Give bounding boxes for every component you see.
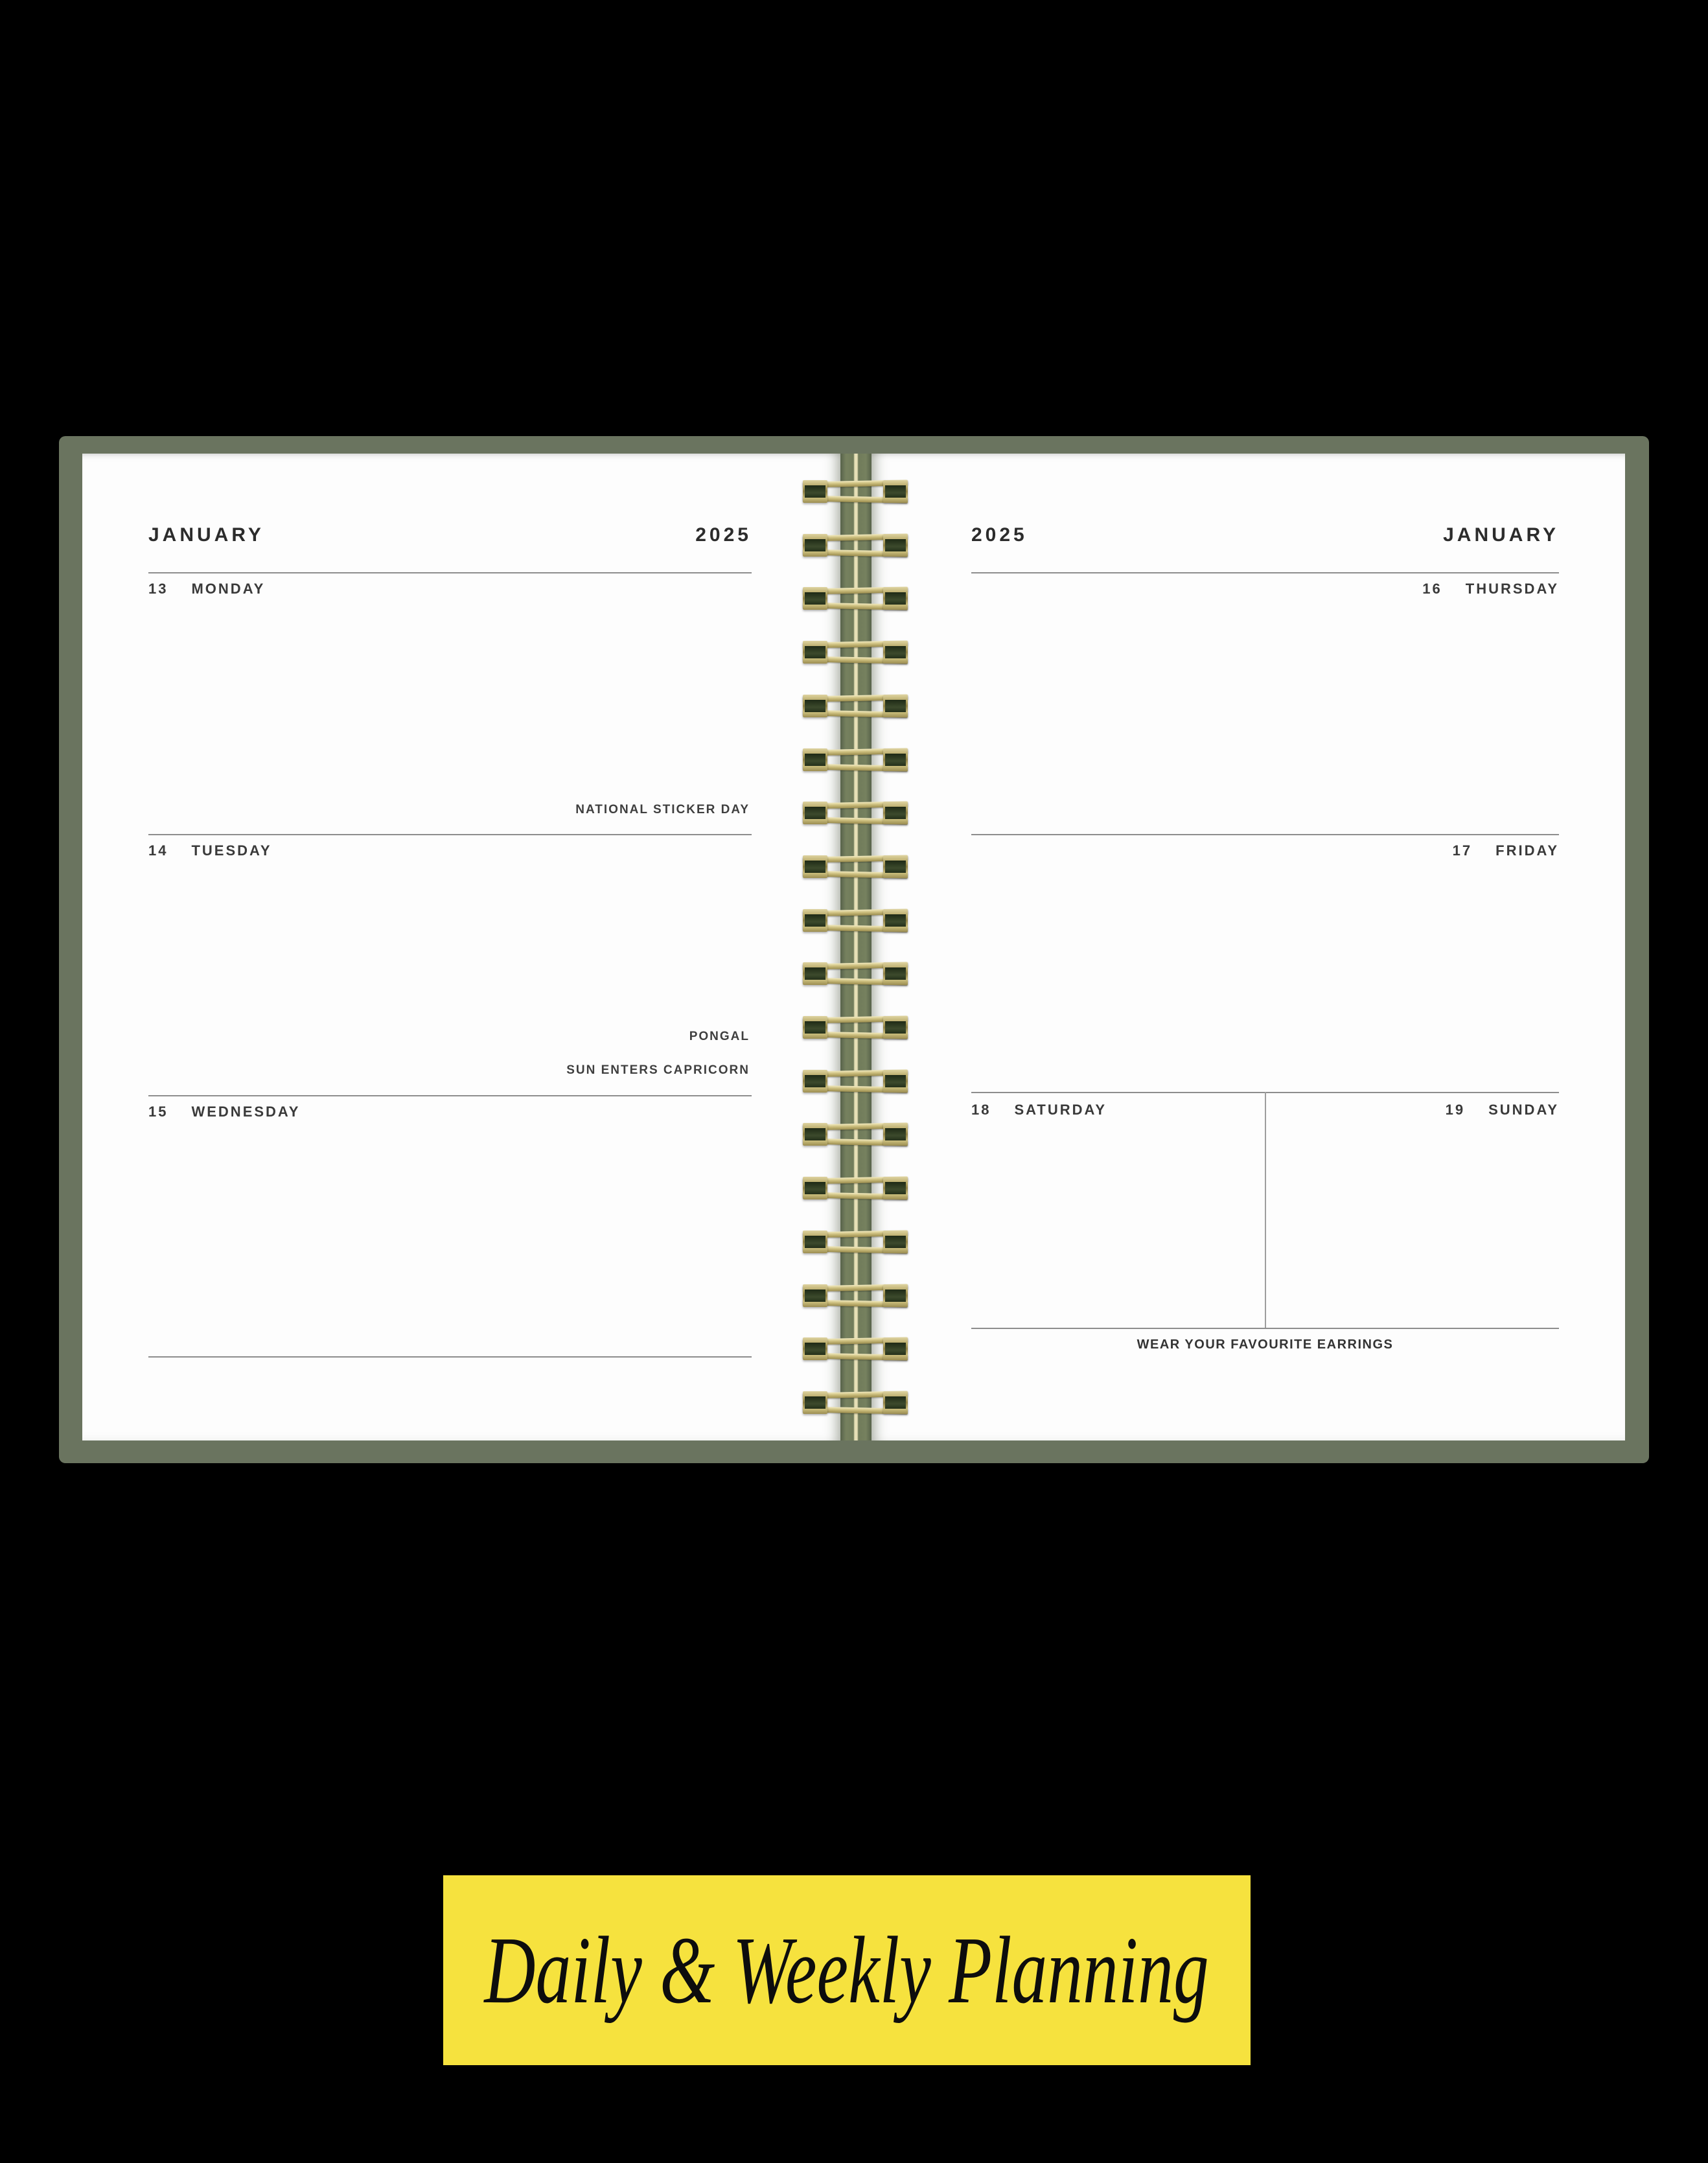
right-page-header (971, 524, 1559, 547)
day-name: TUESDAY (191, 842, 272, 859)
spiral-ring (803, 1017, 908, 1038)
day-label-monday (148, 581, 265, 597)
spiral-ring (803, 588, 908, 609)
spiral-ring (803, 1070, 908, 1092)
month-title: JANUARY (1443, 524, 1559, 546)
banner-label: Daily & Weekly Planning (484, 1917, 1210, 2024)
day-number: 13 (148, 581, 168, 597)
month-title: JANUARY (148, 524, 264, 546)
divider-line (971, 1328, 1559, 1329)
day-label-tuesday (148, 842, 272, 859)
spiral-ring (803, 802, 908, 824)
spiral-ring (803, 1392, 908, 1413)
spiral-ring (803, 1285, 908, 1306)
promo-banner (443, 1875, 1251, 2065)
day-number: 16 (1422, 581, 1442, 597)
weekend-divider-line (1265, 1092, 1266, 1328)
divider-line (148, 1356, 752, 1358)
planner-right-page (871, 454, 1625, 1440)
day-label-sunday (1446, 1102, 1559, 1118)
year-title: 2025 (971, 524, 1028, 546)
day-number: 14 (148, 842, 168, 859)
spiral-ring (803, 1177, 908, 1199)
spiral-ring (803, 481, 908, 502)
day-label-friday (1453, 842, 1559, 859)
day-label-thursday (1422, 581, 1559, 597)
spiral-ring (803, 695, 908, 717)
day-name: THURSDAY (1465, 581, 1559, 597)
divider-line (148, 1095, 752, 1096)
day-label-saturday (971, 1102, 1107, 1118)
spiral-ring (803, 1231, 908, 1253)
spiral-ring (803, 1124, 908, 1145)
divider-line (971, 572, 1559, 573)
day-number: 19 (1445, 1102, 1466, 1118)
day-label-wednesday (148, 1104, 300, 1120)
spiral-binding (803, 481, 908, 1413)
holiday-note-line: PONGAL (689, 1030, 750, 1043)
holiday-note (575, 802, 750, 818)
spiral-ring (803, 856, 908, 877)
day-number: 18 (971, 1102, 991, 1118)
holiday-note-line: NATIONAL STICKER DAY (575, 803, 750, 816)
spiral-ring (803, 642, 908, 663)
day-name: FRIDAY (1495, 842, 1559, 859)
spiral-ring (803, 963, 908, 984)
divider-line (971, 834, 1559, 835)
holiday-note (566, 1020, 750, 1087)
day-name: MONDAY (191, 581, 266, 597)
day-name: SUNDAY (1488, 1102, 1559, 1118)
day-name: SATURDAY (1014, 1102, 1107, 1118)
footer-note: WEAR YOUR FAVOURITE EARRINGS (1137, 1337, 1394, 1352)
spiral-ring (803, 749, 908, 770)
day-name: WEDNESDAY (191, 1104, 301, 1120)
left-page-header (148, 524, 752, 547)
year-title: 2025 (695, 524, 752, 546)
holiday-note-line: SUN ENTERS CAPRICORN (566, 1063, 750, 1077)
day-number: 17 (1452, 842, 1473, 859)
divider-line (148, 834, 752, 835)
divider-line (148, 572, 752, 573)
day-number: 15 (148, 1104, 168, 1120)
spiral-ring (803, 535, 908, 556)
spiral-ring (803, 910, 908, 931)
planner-left-page (82, 454, 840, 1440)
spiral-ring (803, 1338, 908, 1359)
